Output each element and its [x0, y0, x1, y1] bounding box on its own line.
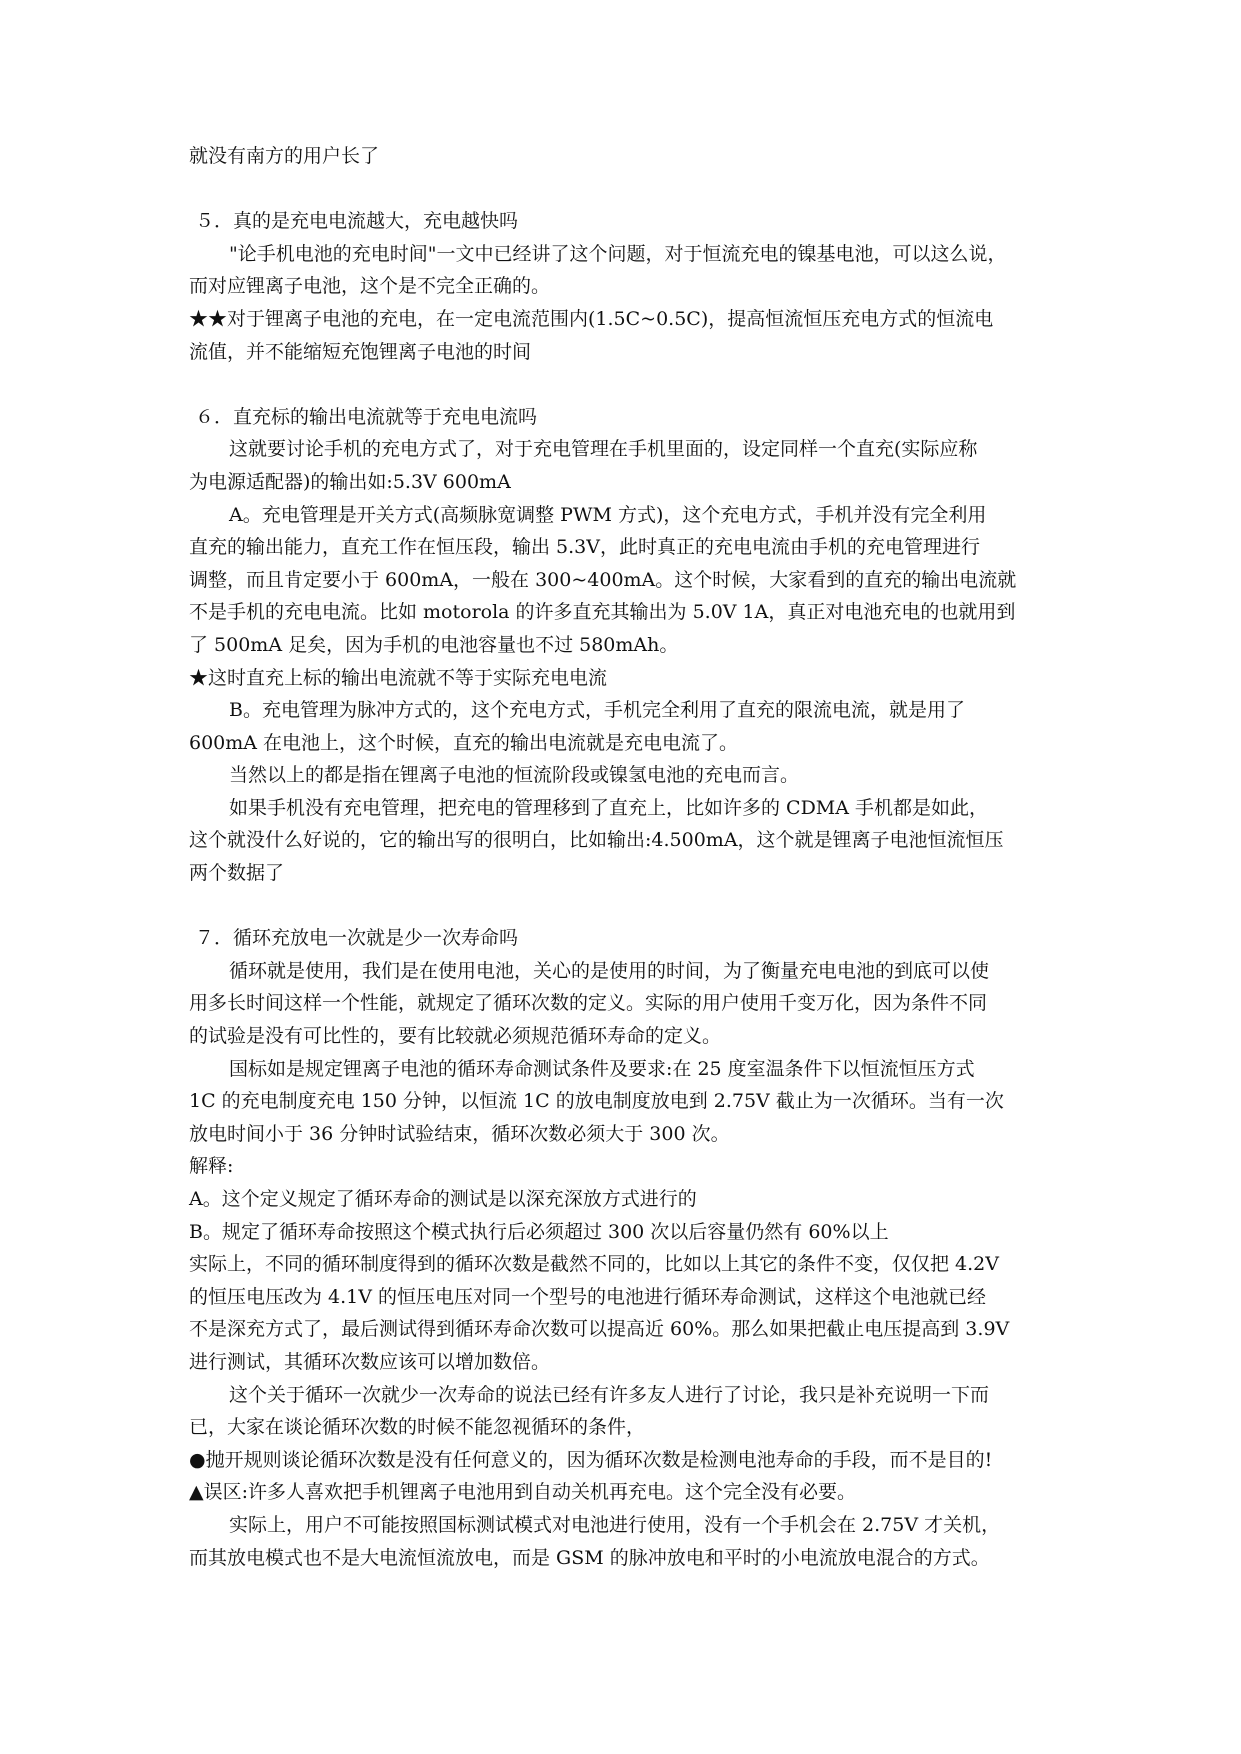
- section7-paragraph5-line: 而其放电模式也不是大电流恒流放电，而是 GSM 的脉冲放电和平时的小电流放电混合的方式。: [189, 1546, 990, 1569]
- section6-last-paragraph-line: 两个数据了: [189, 862, 285, 885]
- section6-star-note: ★这时直充上标的输出电流就不等于实际充电电流: [189, 666, 608, 689]
- spacer: [189, 890, 1055, 923]
- section6-paragraphB-line: B。充电管理为脉冲方式的，这个充电方式，手机完全利用了直充的限流电流，就是用了: [229, 699, 965, 722]
- section5-paragraph1-line: 而对应锂离子电池，这个是不完全正确的。: [189, 275, 551, 298]
- section7-explain-item: B。规定了循环寿命按照这个模式执行后必须超过 300 次以后容量仍然有 60%以上: [189, 1220, 889, 1243]
- section7-warning-note: ▲误区:许多人喜欢把手机锂离子电池用到自动关机再充电。这个完全没有必要。: [189, 1481, 857, 1504]
- section5-paragraph2-line: 流值，并不能缩短充饱锂离子电池的时间: [189, 340, 532, 363]
- section6-note-paragraph: 当然以上的都是指在锂离子电池的恒流阶段或镍氢电池的充电而言。: [229, 764, 800, 787]
- section7-explain-item: A。这个定义规定了循环寿命的测试是以深充深放方式进行的: [189, 1188, 697, 1210]
- section6-paragraphA-line: 直充的输出能力，直充工作在恒压段，输出 5.3V，此时真正的充电电流由手机的充电管理进行: [189, 536, 980, 559]
- spacer: [189, 368, 1055, 401]
- section5-heading: ５．真的是充电电流越大，充电越快吗: [195, 210, 519, 233]
- section7-heading: ７．循环充放电一次就是少一次寿命吗: [195, 927, 519, 950]
- section6-paragraphB-line: 600mA 在电池上，这个时候，直充的输出电流就是充电电流了。: [189, 731, 739, 754]
- section6-paragraphA-line: 了 500mA 足矣，因为手机的电池容量也不过 580mAh。: [189, 633, 679, 656]
- section7-bullet-note: ●抛开规则谈论循环次数是没有任何意义的，因为循环次数是检测电池寿命的手段，而不是目的!: [189, 1448, 993, 1471]
- intro-line: 就没有南方的用户长了: [189, 145, 380, 167]
- section6-last-paragraph-line: 这个就没什么好说的，它的输出写的很明白，比如输出:4.500mA，这个就是锂离子电池恒流恒压: [189, 829, 1004, 852]
- section7-paragraph3-line: 不是深充方式了，最后测试得到循环寿命次数可以提高近 60%。那么如果把截止电压提高到 3.9V: [189, 1318, 1010, 1341]
- section7-paragraph1-line: 的试验是没有可比性的，要有比较就必须规范循环寿命的定义。: [189, 1025, 722, 1048]
- section6-paragraphA-line: A。充电管理是开关方式(高频脉宽调整 PWM 方式)，这个充电方式，手机并没有完全利用: [229, 503, 987, 526]
- section6-heading: ６．直充标的输出电流就等于充电电流吗: [195, 405, 538, 428]
- section6-paragraphA-line: 调整，而且肯定要小于 600mA，一般在 300~400mA。这个时候，大家看到的直充的输出电流就: [189, 568, 1017, 591]
- section6-paragraphA-line: 不是手机的充电电流。比如 motorola 的许多直充其输出为 5.0V 1A，真正对电池充电的也就用到: [189, 601, 1016, 624]
- spacer: [189, 173, 1055, 206]
- section5-paragraph1-line: "论手机电池的充电时间"一文中已经讲了这个问题，对于恒流充电的镍基电池，可以这么说，: [229, 242, 1007, 265]
- section6-last-paragraph-line: 如果手机没有充电管理，把充电的管理移到了直充上，比如许多的 CDMA 手机都是如此，: [229, 796, 989, 819]
- section7-paragraph1-line: 用多长时间这样一个性能，就规定了循环次数的定义。实际的用户使用千变万化，因为条件不同: [189, 992, 988, 1015]
- section6-paragraph1-line: 为电源适配器)的输出如:5.3V 600mA: [189, 470, 511, 493]
- section7-paragraph3-line: 进行测试，其循环次数应该可以增加数倍。: [189, 1350, 551, 1373]
- section7-paragraph5-line: 实际上，用户不可能按照国标测试模式对电池进行使用，没有一个手机会在 2.75V 才关机，: [229, 1513, 1001, 1536]
- section7-paragraph1-line: 循环就是使用，我们是在使用电池，关心的是使用的时间，为了衡量充电电池的到底可以使: [229, 959, 990, 982]
- section7-paragraph4-line: 已，大家在谈论循环次数的时候不能忽视循环的条件，: [189, 1416, 646, 1439]
- section7-paragraph2-line: 1C 的充电制度充电 150 分钟，以恒流 1C 的放电制度放电到 2.75V 截止为一次循环。当有一次: [189, 1090, 1004, 1113]
- section7-explain-label: 解释:: [189, 1155, 234, 1178]
- section7-paragraph2-line: 国标如是规定锂离子电池的循环寿命测试条件及要求:在 25 度室温条件下以恒流恒压方式: [229, 1057, 975, 1080]
- section7-paragraph3-line: 的恒压电压改为 4.1V 的恒压电压对同一个型号的电池进行循环寿命测试，这样这个电池就已经: [189, 1285, 987, 1308]
- section7-paragraph4-line: 这个关于循环一次就少一次寿命的说法已经有许多友人进行了讨论，我只是补充说明一下而: [229, 1383, 990, 1406]
- document-body: [189, 140, 1055, 1574]
- section6-paragraph1-line: 这就要讨论手机的充电方式了，对于充电管理在手机里面的，设定同样一个直充(实际应称: [229, 438, 978, 461]
- section7-paragraph3-line: 实际上，不同的循环制度得到的循环次数是截然不同的，比如以上其它的条件不变，仅仅把 4.2V: [189, 1253, 999, 1276]
- section7-paragraph2-line: 放电时间小于 36 分钟时试验结束，循环次数必须大于 300 次。: [189, 1122, 730, 1145]
- section5-paragraph2-line: ★★对于锂离子电池的充电，在一定电流范围内(1.5C~0.5C)，提高恒流恒压充电方式的恒流电: [189, 307, 994, 330]
